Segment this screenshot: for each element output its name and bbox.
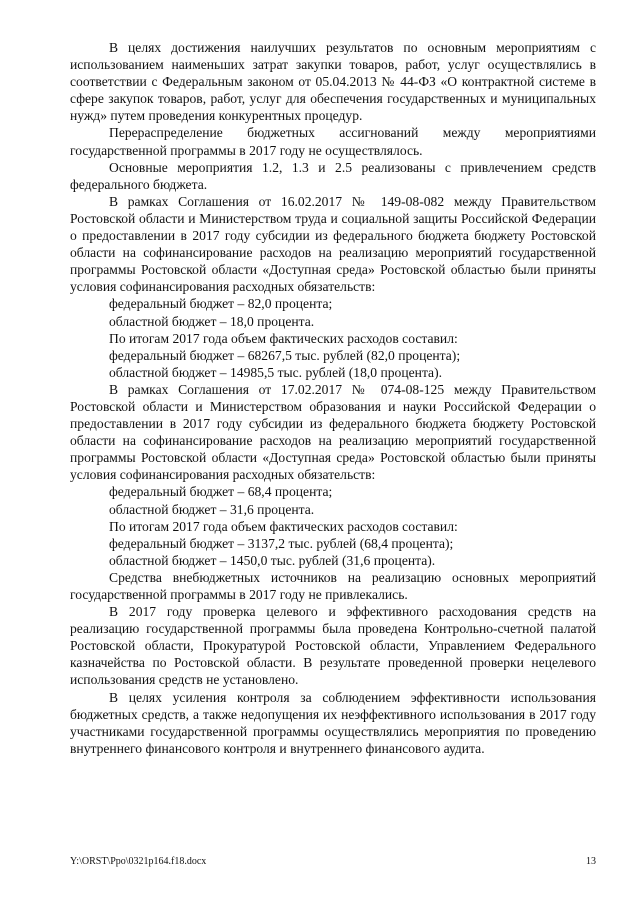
footer-file-path: Y:\ORST\Ppo\0321p164.f18.docx [70,856,207,867]
line-regional-actual-2: областной бюджет – 1450,0 тыс. рублей (31,6 процента). [109,552,436,568]
line-federal-actual-1: федеральный бюджет – 68267,5 тыс. рублей (82,0 процента); [109,347,461,363]
line-actual-expenses-1: По итогам 2017 года объем фактических расходов составил: [109,330,458,346]
line-federal-actual-2: федеральный бюджет – 3137,2 тыс. рублей (68,4 процента); [109,535,454,551]
paragraph-internal-control: В целях усиления контроля за соблюдением эффективности использования бюджетных средств, а также недопущения их неэффективного использования в 2017 году участниками государственной программы осуществлялись мероприятия по проведению внутреннего финансового контроля и внутреннего финансового аудита. [70,689,596,756]
paragraph-agreement-labor: В рамках Соглашения от 16.02.2017 № 149-08-082 между Правительством Ростовской области и Министерством труда и социальной защиты Российской Федерации о предоставлении в 2017 году субсидии из федерального бюджета бюджету Ростовской области на софинансирование расходов на реализацию мероприятий государственной программы Ростовской области «Доступная среда» Ростовской областью были приняты условия софинансирования расходных обязательств: [70,193,596,295]
page-number: 13 [586,856,596,867]
document-body [70,39,596,757]
line-regional-share-1: областной бюджет – 18,0 процента. [109,313,315,329]
paragraph-procurement: В целях достижения наилучших результатов по основным мероприятиям с использованием наименьших затрат закупки товаров, работ, услуг осуществлялись в соответствии с Федеральным законом от 05.04.2013 № 44-ФЗ «О контрактной системе в сфере закупок товаров, работ, услуг для обеспечения государственных и муниципальных нужд» путем проведения конкурентных процедур. [70,40,596,124]
paragraph-agreement-education: В рамках Соглашения от 17.02.2017 № 074-08-125 между Правительством Ростовской области и Министерством образования и науки Российской Федерации о предоставлении в 2017 году субсидии из федерального бюджета бюджету Ростовской области на софинансирование расходов на реализацию мероприятий государственной программы Ростовской области «Доступная среда» Ростовской областью были приняты условия софинансирования расходных обязательств: [70,381,596,483]
paragraph-federal-funds: Основные мероприятия 1.2, 1.3 и 2.5 реализованы с привлечением средств федерального бюджета. [70,159,596,192]
line-federal-share-1: федеральный бюджет – 82,0 процента; [109,296,333,312]
paragraph-reallocation: Перераспределение бюджетных ассигнований между мероприятиями государственной программы в 2017 году не осуществлялось. [70,125,596,158]
line-federal-share-2: федеральный бюджет – 68,4 процента; [109,484,333,500]
line-regional-share-2: областной бюджет – 31,6 процента. [109,501,315,517]
paragraph-extrabudgetary: Средства внебюджетных источников на реализацию основных мероприятий государственной программы в 2017 году не привлекались. [70,569,596,602]
paragraph-audit: В 2017 году проверка целевого и эффективного расходования средств на реализацию государственной программы была проведена Контрольно-счетной палатой Ростовской области, Прокуратурой Ростовской области, Управлением Федерального казначейства по Ростовской области. В результате проведенной проверки нецелевого использования средств не установлено. [70,604,596,688]
line-actual-expenses-2: По итогам 2017 года объем фактических расходов составил: [109,518,458,534]
line-regional-actual-1: областной бюджет – 14985,5 тыс. рублей (18,0 процента). [109,364,443,380]
